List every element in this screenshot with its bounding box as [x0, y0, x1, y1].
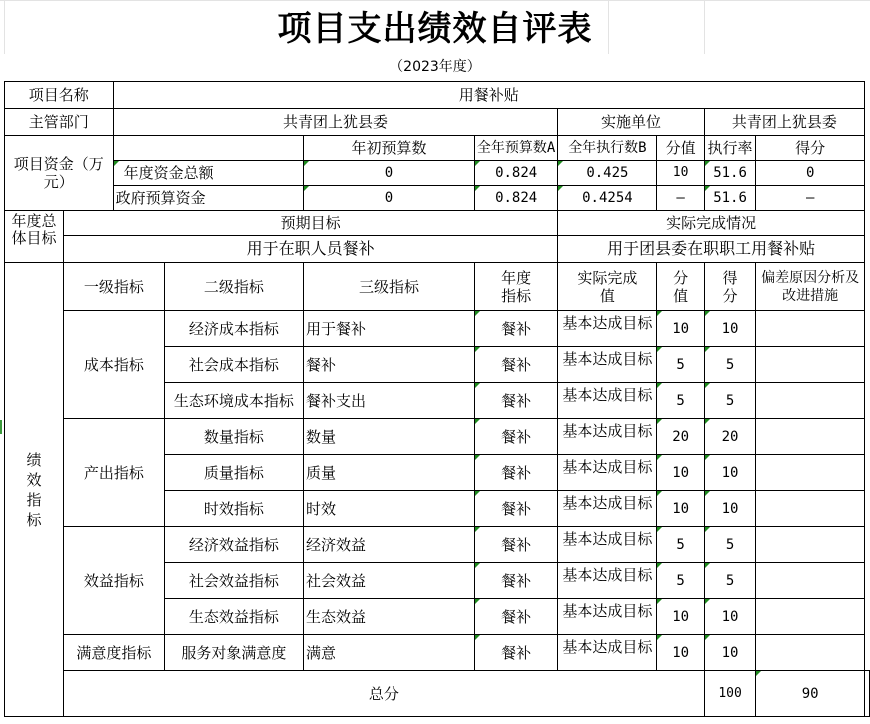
got-cell[interactable]: 5: [704, 563, 756, 599]
actual-cell[interactable]: 基本达成目标: [558, 455, 657, 491]
actual-cell[interactable]: 基本达成目标: [558, 347, 657, 383]
got-cell[interactable]: 5: [704, 347, 756, 383]
target-cell[interactable]: 餐补: [474, 491, 557, 527]
level2-cell: 经济成本指标: [164, 311, 303, 347]
target-cell[interactable]: 餐补: [474, 635, 557, 671]
deviation-cell[interactable]: [756, 383, 865, 419]
deviation-cell[interactable]: [756, 635, 865, 671]
total-got[interactable]: 90: [756, 671, 865, 717]
dept-label: 主管部门: [5, 109, 114, 136]
funds-row-total-initial[interactable]: 0: [304, 161, 475, 186]
actual-result-header: 实际完成情况: [558, 211, 865, 236]
score-cell[interactable]: 5: [657, 527, 704, 563]
perf-header-target: 年度指标: [474, 263, 557, 311]
level3-cell[interactable]: 社会效益: [304, 563, 475, 599]
funds-row-total-rate[interactable]: 51.6: [704, 161, 756, 186]
funds-header-got: 得分: [756, 136, 865, 161]
dept-value[interactable]: 共青团上犹县委: [113, 109, 558, 136]
score-cell[interactable]: 10: [657, 455, 704, 491]
level1-output: 产出指标: [63, 419, 164, 527]
score-cell[interactable]: 5: [657, 563, 704, 599]
level2-cell: 时效指标: [164, 491, 303, 527]
perf-header-actual: 实际完成值: [558, 263, 657, 311]
deviation-cell[interactable]: [756, 347, 865, 383]
target-cell[interactable]: 餐补: [474, 383, 557, 419]
actual-cell[interactable]: 基本达成目标: [558, 419, 657, 455]
score-cell[interactable]: 10: [657, 311, 704, 347]
evaluation-table: [4, 81, 870, 717]
target-cell[interactable]: 餐补: [474, 563, 557, 599]
funds-row-total-executed[interactable]: 0.425: [558, 161, 657, 186]
got-cell[interactable]: 10: [704, 455, 756, 491]
level2-cell: 服务对象满意度: [164, 635, 303, 671]
got-cell[interactable]: 10: [704, 491, 756, 527]
score-cell[interactable]: 10: [657, 491, 704, 527]
got-cell[interactable]: 20: [704, 419, 756, 455]
got-cell[interactable]: 5: [704, 383, 756, 419]
funds-row-gov-annual[interactable]: 0.824: [474, 186, 557, 211]
impl-unit-value[interactable]: 共青团上犹县委: [704, 109, 864, 136]
actual-cell[interactable]: 基本达成目标: [558, 383, 657, 419]
score-cell[interactable]: 10: [657, 635, 704, 671]
score-cell[interactable]: 20: [657, 419, 704, 455]
perf-header-level1: 一级指标: [63, 263, 164, 311]
got-cell[interactable]: 10: [704, 599, 756, 635]
got-cell[interactable]: 5: [704, 527, 756, 563]
funds-header-annual: 全年预算数A: [474, 136, 557, 161]
funds-row-gov-executed[interactable]: 0.4254: [558, 186, 657, 211]
funds-row-gov-got[interactable]: —: [756, 186, 865, 211]
level2-cell: 质量指标: [164, 455, 303, 491]
level3-cell[interactable]: 时效: [304, 491, 475, 527]
project-name-label: 项目名称: [5, 82, 114, 109]
deviation-cell[interactable]: [756, 563, 865, 599]
level2-cell: 数量指标: [164, 419, 303, 455]
target-cell[interactable]: 餐补: [474, 599, 557, 635]
target-cell[interactable]: 餐补: [474, 455, 557, 491]
perf-header-deviation: 偏差原因分析及改进措施: [756, 263, 865, 311]
actual-result-value[interactable]: 用于团县委在职职工用餐补贴: [558, 236, 865, 263]
level3-cell[interactable]: 用于餐补: [304, 311, 475, 347]
funds-row-total-got[interactable]: 0: [756, 161, 865, 186]
funds-row-gov-label: 政府预算资金: [113, 186, 303, 211]
deviation-cell[interactable]: [756, 419, 865, 455]
deviation-cell[interactable]: [756, 455, 865, 491]
funds-row-gov-score[interactable]: —: [657, 186, 704, 211]
deviation-cell[interactable]: [756, 527, 865, 563]
funds-label: 项目资金（万元）: [5, 136, 114, 211]
funds-header-initial: 年初预算数: [304, 136, 475, 161]
funds-row-total-label: 年度资金总额: [113, 161, 303, 186]
level1-satisfaction: 满意度指标: [63, 635, 164, 671]
total-score[interactable]: 100: [704, 671, 756, 717]
perf-side-label: 绩效指标: [5, 263, 64, 717]
level2-cell: 社会成本指标: [164, 347, 303, 383]
actual-cell[interactable]: 基本达成目标: [558, 491, 657, 527]
funds-header-blank: [113, 136, 303, 161]
funds-header-score: 分值: [657, 136, 704, 161]
page-title: 项目支出绩效自评表: [277, 9, 593, 49]
project-name-value[interactable]: 用餐补贴: [113, 82, 864, 109]
sheet-gridline: [0, 0, 870, 1]
actual-cell[interactable]: 基本达成目标: [558, 635, 657, 671]
perf-header-level3: 三级指标: [304, 263, 475, 311]
level3-cell[interactable]: 经济效益: [304, 527, 475, 563]
target-cell[interactable]: 餐补: [474, 419, 557, 455]
funds-row-gov-rate[interactable]: 51.6: [704, 186, 756, 211]
overall-goal-label: 年度总体目标: [5, 211, 64, 263]
total-deviation[interactable]: [865, 671, 870, 717]
level1-benefit: 效益指标: [63, 527, 164, 635]
perf-header-got: 得分: [704, 263, 756, 311]
actual-cell[interactable]: 基本达成目标: [558, 563, 657, 599]
level3-cell[interactable]: 满意: [304, 635, 475, 671]
deviation-cell[interactable]: [756, 311, 865, 347]
funds-row-gov-initial[interactable]: 0: [304, 186, 475, 211]
funds-row-total-score[interactable]: 10: [657, 161, 704, 186]
score-cell[interactable]: 10: [657, 599, 704, 635]
level2-cell: 生态效益指标: [164, 599, 303, 635]
got-cell[interactable]: 10: [704, 635, 756, 671]
score-cell[interactable]: 5: [657, 347, 704, 383]
cell-marker: [0, 420, 2, 434]
level3-cell[interactable]: 餐补支出: [304, 383, 475, 419]
total-label: 总分: [63, 671, 704, 717]
level2-cell: 社会效益指标: [164, 563, 303, 599]
funds-row-total-annual[interactable]: 0.824: [474, 161, 557, 186]
impl-unit-label: 实施单位: [558, 109, 704, 136]
score-cell[interactable]: 5: [657, 383, 704, 419]
level3-cell[interactable]: 餐补: [304, 347, 475, 383]
perf-header-score: 分值: [657, 263, 704, 311]
actual-cell[interactable]: 基本达成目标: [558, 311, 657, 347]
level1-cost: 成本指标: [63, 311, 164, 419]
level3-cell[interactable]: 生态效益: [304, 599, 475, 635]
expected-goal-value[interactable]: 用于在职人员餐补: [63, 236, 557, 263]
level3-cell[interactable]: 质量: [304, 455, 475, 491]
actual-cell[interactable]: 基本达成目标: [558, 599, 657, 635]
level2-cell: 经济效益指标: [164, 527, 303, 563]
deviation-cell[interactable]: [756, 491, 865, 527]
got-cell[interactable]: 10: [704, 311, 756, 347]
target-cell[interactable]: 餐补: [474, 527, 557, 563]
perf-header-level2: 二级指标: [164, 263, 303, 311]
actual-cell[interactable]: 基本达成目标: [558, 527, 657, 563]
target-cell[interactable]: 餐补: [474, 347, 557, 383]
target-cell[interactable]: 餐补: [474, 311, 557, 347]
funds-header-rate: 执行率: [704, 136, 756, 161]
deviation-cell[interactable]: [756, 599, 865, 635]
report-year: （2023年度）: [389, 59, 481, 75]
level2-cell: 生态环境成本指标: [164, 383, 303, 419]
funds-header-executed: 全年执行数B: [558, 136, 657, 161]
level3-cell[interactable]: 数量: [304, 419, 475, 455]
expected-goal-header: 预期目标: [63, 211, 557, 236]
